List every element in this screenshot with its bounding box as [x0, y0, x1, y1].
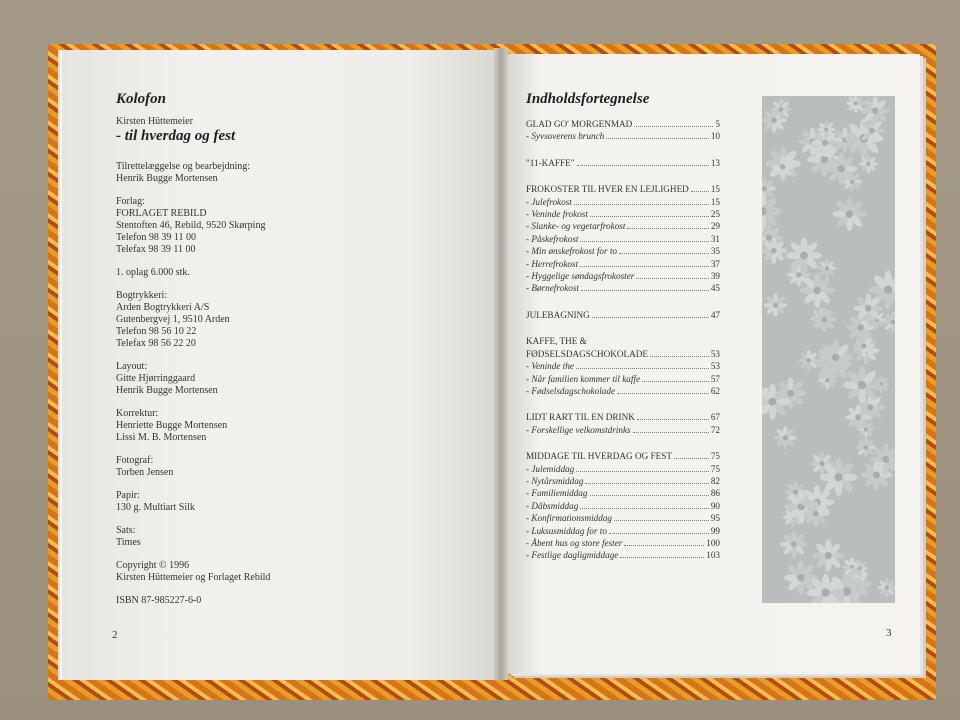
toc-subentry — [526, 258, 720, 270]
flower-shape — [764, 293, 787, 316]
flower-shape — [800, 273, 835, 308]
toc-leader-dots — [581, 290, 709, 291]
author-name: Kirsten Hüttemeier — [116, 116, 193, 127]
flower-shape — [853, 335, 875, 357]
flower-shape — [855, 437, 876, 458]
toc-entry-title: - Slanke- og vegetarfrokost — [526, 221, 626, 232]
toc-leader-dots — [633, 432, 709, 433]
flower-shape — [812, 307, 837, 332]
toc-subentry — [526, 385, 720, 397]
toc-leader-dots — [580, 266, 709, 267]
toc-entry — [526, 183, 720, 195]
toc-leader-dots — [592, 317, 709, 318]
colophon-group — [116, 196, 416, 256]
toc-section — [526, 309, 720, 321]
toc-entry-title: - Påskefrokost — [526, 233, 579, 244]
toc-page-number: 67 — [710, 412, 720, 423]
toc-page-number: 45 — [710, 283, 720, 294]
toc-heading: Indholdsfortegnelse — [526, 91, 650, 107]
toc-page-number: 53 — [710, 348, 720, 359]
toc-leader-dots — [620, 557, 704, 558]
toc-entry — [526, 309, 720, 321]
toc-leader-dots — [674, 458, 709, 459]
toc-page-number: 37 — [710, 258, 720, 269]
flower-shape — [812, 539, 844, 571]
toc-leader-dots — [580, 508, 708, 509]
colophon-line: ISBN 87-985227-6-0 — [116, 595, 202, 606]
toc-entry — [526, 335, 720, 347]
colophon-line: Fotograf: — [116, 455, 154, 466]
toc-entry — [526, 348, 720, 360]
toc-leader-dots — [650, 356, 709, 357]
toc-subentry — [526, 549, 720, 561]
colophon-group — [116, 361, 416, 397]
toc-page-number: 62 — [710, 385, 720, 396]
colophon-line: 1. oplag 6.000 stk. — [116, 267, 190, 278]
toc-page-number: 95 — [710, 513, 720, 524]
flower-shape — [859, 118, 885, 144]
toc-leader-dots — [627, 228, 708, 229]
toc-entry-title: - Konfirmationsmiddag — [526, 513, 613, 524]
colophon-line: Copyright © 1996 — [116, 560, 190, 571]
toc-entry-title: - Festlige dagligmiddage — [526, 550, 619, 561]
book-spine — [494, 48, 508, 680]
toc-page-number: 29 — [710, 221, 720, 232]
toc-subentry — [526, 360, 720, 372]
toc-entry-title: - Dåbsmiddag — [526, 500, 579, 511]
page-number-left: 2 — [112, 629, 118, 641]
toc-entry-title: - Familiemiddag — [526, 488, 588, 499]
toc-leader-dots — [624, 545, 704, 546]
toc-page-number: 15 — [710, 196, 720, 207]
toc-page-number: 75 — [710, 451, 720, 462]
toc-section — [526, 411, 720, 436]
toc-entry — [526, 450, 720, 462]
toc-subentry — [526, 130, 720, 142]
toc-subentry — [526, 245, 720, 257]
toc-entry — [526, 118, 720, 130]
flower-shape — [762, 238, 787, 264]
toc-subentry — [526, 373, 720, 385]
toc-leader-dots — [590, 495, 709, 496]
toc-section — [526, 450, 720, 562]
toc-page-number: 99 — [710, 525, 720, 536]
page-number-right: 3 — [886, 627, 892, 639]
colophon-line: Gitte Hjørringgaard — [116, 373, 196, 384]
colophon-line: 130 g. Multiart Silk — [116, 502, 195, 513]
toc-entry-title: JULEBAGNING — [526, 309, 590, 320]
toc-entry-title: - Julemiddag — [526, 463, 575, 474]
flower-shape — [843, 366, 881, 404]
toc-entry-title: - Fødselsdagschokolade — [526, 385, 616, 396]
toc-entry-title: - Nytårsmiddag — [526, 475, 584, 486]
flower-shape — [859, 155, 878, 174]
toc-leader-dots — [636, 278, 708, 279]
toc-entry-title: KAFFE, THE & — [526, 336, 587, 347]
toc-page-number: 75 — [710, 463, 720, 474]
toc-entry-title: - Veninde the — [526, 361, 574, 372]
toc-entry-title: - Julefrokost — [526, 196, 572, 207]
colophon-block — [116, 116, 416, 618]
flower-photo-panel — [762, 96, 895, 603]
colophon-line: Telefax 98 39 11 00 — [116, 244, 196, 255]
toc-entry-title: - Børnefrokost — [526, 283, 579, 294]
colophon-group — [116, 267, 416, 279]
colophon-line: Times — [116, 537, 141, 548]
colophon-line: Forlag: — [116, 196, 145, 207]
toc-entry-title: - Herrefrokost — [526, 258, 579, 269]
toc-entry-title: "11-KAFFE" — [526, 157, 575, 168]
toc-subentry — [526, 233, 720, 245]
flower-shape — [803, 500, 829, 526]
toc-entry-title: FØDSELSDAGSCHOKOLADE — [526, 348, 648, 359]
colophon-group — [116, 408, 416, 444]
toc-entry — [526, 157, 720, 169]
flower-shape — [780, 531, 807, 558]
toc-page-number: 13 — [710, 157, 720, 168]
colophon-line: Korrektur: — [116, 408, 159, 419]
toc-page-number: 90 — [710, 500, 720, 511]
colophon-group — [116, 560, 416, 584]
flower-shape — [819, 340, 853, 374]
toc-page-number: 39 — [710, 271, 720, 282]
toc-entry-title: GLAD GO' MORGENMAD — [526, 119, 633, 129]
toc-page-number: 31 — [710, 233, 720, 244]
flower-shape — [771, 156, 794, 179]
colophon-group — [116, 525, 416, 549]
colophon-line: Layout: — [116, 361, 148, 372]
toc-leader-dots — [577, 165, 709, 166]
toc-page-number: 72 — [710, 424, 720, 435]
flower-shape — [798, 350, 819, 371]
colophon-heading: Kolofon — [116, 91, 167, 107]
toc-entry-title: - Åbent hus og store fester — [526, 537, 623, 548]
flower-shape — [853, 293, 883, 323]
toc-subentry — [526, 537, 720, 549]
toc-page-number: 25 — [710, 209, 720, 220]
toc-leader-dots — [576, 471, 709, 472]
colophon-group — [116, 455, 416, 479]
colophon-line: Telefon 98 39 11 00 — [116, 232, 197, 243]
flower-shape — [882, 311, 895, 333]
toc-leader-dots — [619, 253, 709, 254]
flower-shape — [818, 259, 837, 278]
toc-entry — [526, 411, 720, 423]
toc-subentry — [526, 463, 720, 475]
flower-shape — [786, 238, 822, 274]
toc-leader-dots — [614, 520, 709, 521]
colophon-line: Bogtrykkeri: — [116, 290, 168, 301]
flower-shape — [833, 197, 867, 231]
toc-page-number: 47 — [710, 309, 720, 320]
toc-entry-title: - Hyggelige søndagsfrokoster — [526, 271, 635, 282]
toc-subentry — [526, 270, 720, 282]
toc-section — [526, 157, 720, 169]
toc-page-number: 86 — [710, 488, 720, 499]
flower-shape — [845, 404, 871, 430]
toc-subentry — [526, 282, 720, 294]
toc-page-number: 57 — [710, 373, 720, 384]
toc-entry-title: - Luksusmiddag for to — [526, 525, 607, 536]
colophon-groups — [116, 161, 416, 607]
toc-leader-dots — [574, 204, 709, 205]
toc-subentry — [526, 424, 720, 436]
toc-page-number: 100 — [706, 537, 720, 548]
colophon-line: Telefax 98 56 22 20 — [116, 338, 196, 349]
colophon-group — [116, 490, 416, 514]
flower-shape — [770, 99, 791, 120]
toc-page-number: 10 — [710, 131, 720, 142]
toc-page-number: 53 — [710, 361, 720, 372]
toc-subentry — [526, 196, 720, 208]
toc-entry-title: - Syvsoverens brunch — [526, 131, 605, 142]
toc-subentry — [526, 500, 720, 512]
toc-subentry — [526, 512, 720, 524]
toc-entry-title: - Når familien kommer til kaffe — [526, 373, 641, 384]
colophon-line: FORLAGET REBILD — [116, 208, 207, 219]
toc-page-number: 82 — [710, 475, 720, 486]
toc-subentry — [526, 208, 720, 220]
toc-leader-dots — [585, 483, 708, 484]
flower-shape — [774, 426, 797, 449]
toc-leader-dots — [609, 533, 709, 534]
colophon-line: Papir: — [116, 490, 140, 501]
toc-page-number: 5 — [715, 119, 720, 129]
colophon-line: Torben Jensen — [116, 467, 174, 478]
colophon-line: Tilrettelæggelse og bearbejdning: — [116, 161, 251, 172]
toc-entry-title: LIDT RART TIL EN DRINK — [526, 412, 635, 423]
toc-subentry — [526, 487, 720, 499]
toc-entry-title: - Forskellige velkomstdrinks — [526, 424, 631, 435]
toc-entry-title: - Min ønskefrokost for to — [526, 246, 618, 257]
colophon-line: Lissi M. B. Mortensen — [116, 432, 207, 443]
toc-page-number: 35 — [710, 246, 720, 257]
toc-entry-title: MIDDAGE TIL HVERDAG OG FEST — [526, 451, 672, 462]
toc-section — [526, 183, 720, 295]
toc-leader-dots — [642, 381, 709, 382]
toc-leader-dots — [617, 393, 709, 394]
colophon-line: Telefon 98 56 10 22 — [116, 326, 197, 337]
toc-leader-dots — [637, 419, 709, 420]
toc-leader-dots — [590, 216, 709, 217]
colophon-line: Kirsten Hüttemeier og Forlaget Rebild — [116, 572, 271, 583]
colophon-line: Gutenbergvej 1, 9510 Arden — [116, 314, 230, 325]
toc-subentry — [526, 220, 720, 232]
toc-subentry — [526, 525, 720, 537]
flower-shape — [851, 560, 868, 577]
flower-shape — [817, 120, 836, 139]
colophon-line: Henriette Bugge Mortensen — [116, 420, 228, 431]
toc-leader-dots — [606, 138, 709, 139]
colophon-line: Henrik Bugge Mortensen — [116, 173, 218, 184]
colophon-line: Stentoften 46, Rebild, 9520 Skørping — [116, 220, 266, 231]
toc-section — [526, 118, 720, 143]
toc-subentry — [526, 475, 720, 487]
toc-entry-title: FROKOSTER TIL HVER EN LEJLIGHED — [526, 184, 689, 195]
colophon-group — [116, 290, 416, 350]
colophon-line: Arden Bogtrykkeri A/S — [116, 302, 210, 313]
toc-leader-dots — [576, 368, 709, 369]
table-of-contents — [526, 118, 720, 576]
flower-shape — [877, 578, 895, 597]
toc-page-number: 103 — [706, 550, 720, 561]
book-title: - til hverdag og fest — [116, 128, 236, 144]
toc-leader-dots — [691, 191, 709, 192]
colophon-line: Sats: — [116, 525, 136, 536]
toc-leader-dots — [634, 126, 713, 127]
toc-section — [526, 335, 720, 397]
toc-leader-dots — [580, 241, 708, 242]
toc-page-number: 15 — [710, 184, 720, 195]
flower-shape — [762, 192, 782, 231]
colophon-line: Henrik Bugge Mortensen — [116, 385, 218, 396]
colophon-group — [116, 595, 416, 607]
flower-shape — [825, 153, 857, 185]
colophon-group — [116, 161, 416, 185]
toc-entry-title: - Veninde frokost — [526, 209, 588, 220]
